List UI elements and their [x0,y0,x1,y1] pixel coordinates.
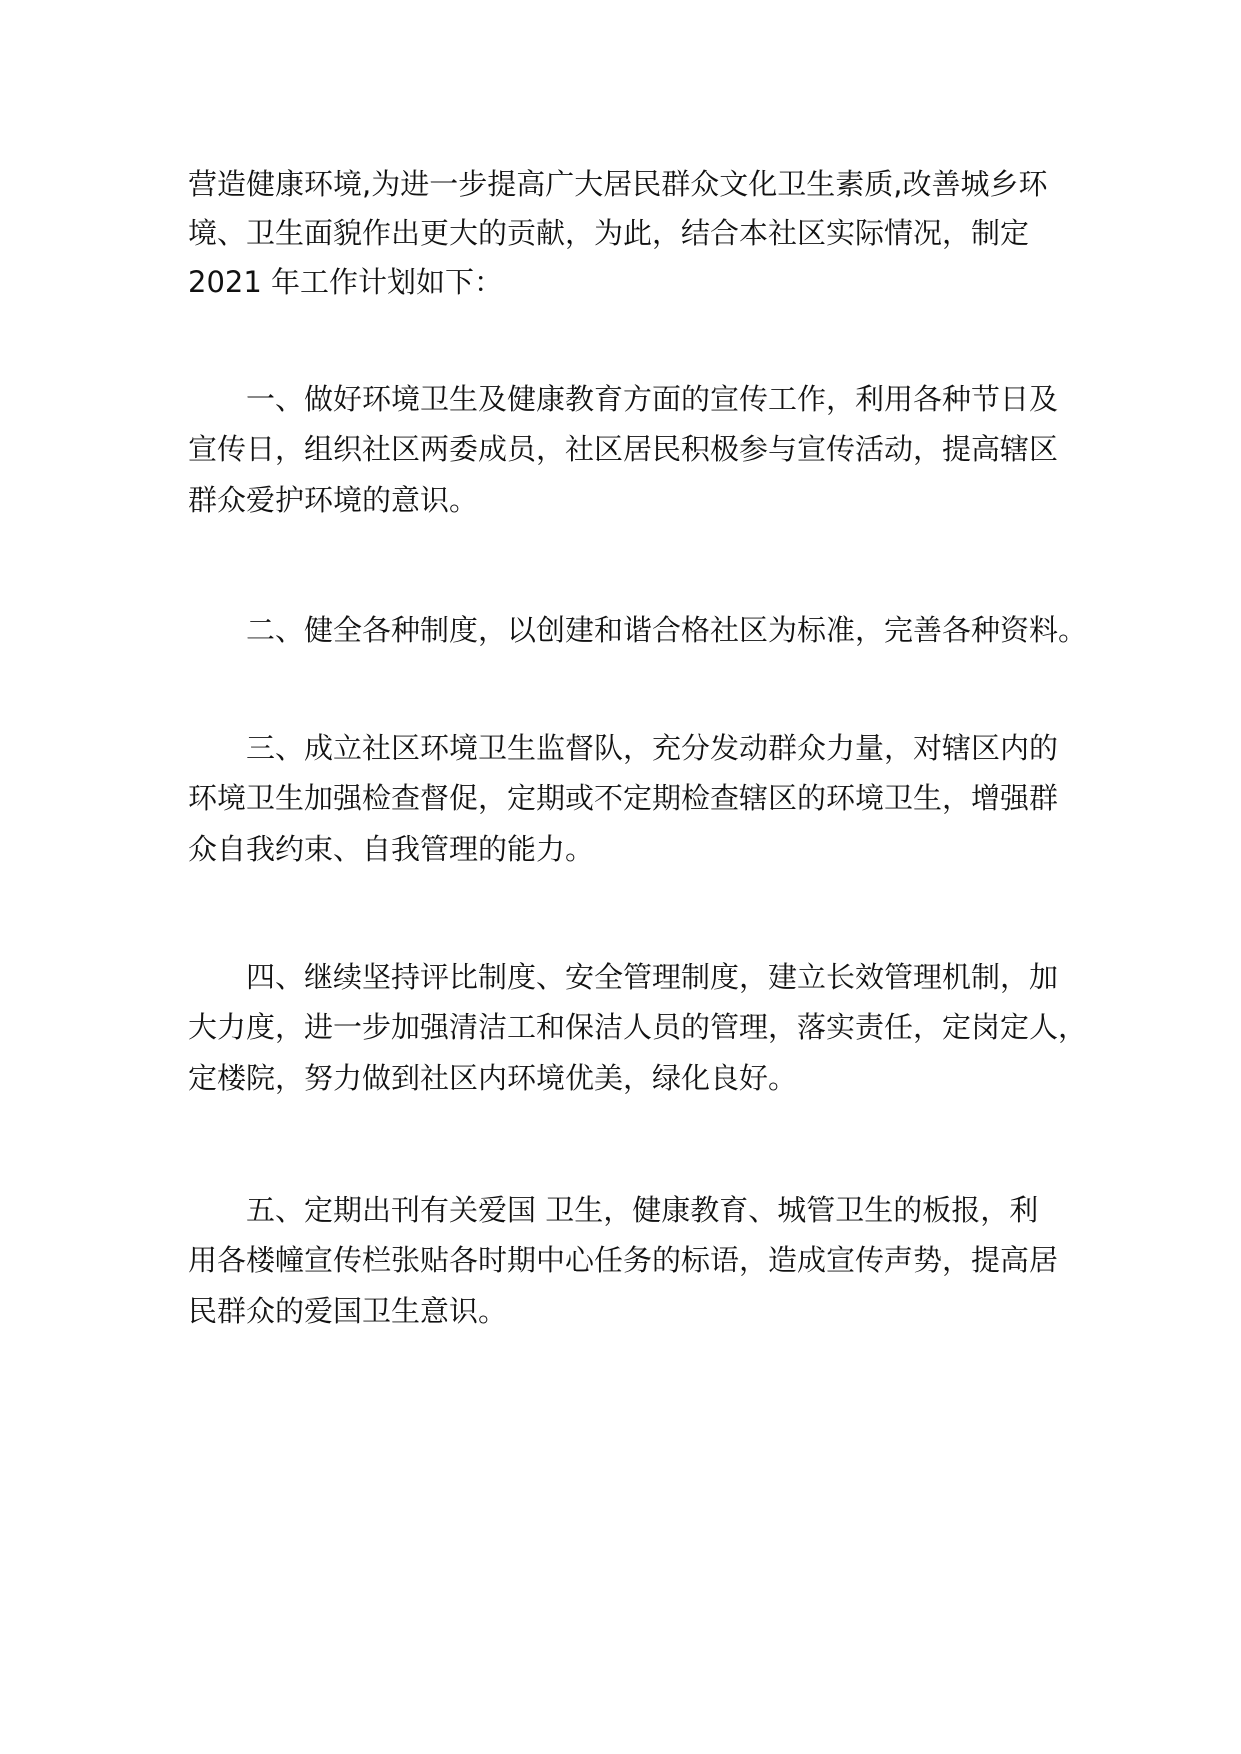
item2-line-1: 二、健全各种制度，以创建和谐合格社区为标准，完善各种资料。 [246,613,1088,647]
item5-line-3: 民群众的爱国卫生意识。 [188,1294,508,1328]
item3-line-2: 环境卫生加强检查督促，定期或不定期检查辖区的环境卫生，增强群 [188,781,1059,815]
item3-line-1: 三、成立社区环境卫生监督队，充分发动群众力量，对辖区内的 [246,731,1059,765]
intro-line-2: 境、卫生面貌作出更大的贡献，为此，结合本社区实际情况，制定 [188,216,1030,250]
item1-line-3: 群众爱护环境的意识。 [188,483,479,517]
item4-line-2: 大力度，进一步加强清洁工和保洁人员的管理，落实责任，定岗定人， [188,1010,1088,1044]
item5-line-2: 用各楼幢宣传栏张贴各时期中心任务的标语，造成宣传声势，提高居 [188,1243,1059,1277]
item3-line-3: 众自我约束、自我管理的能力。 [188,832,595,866]
item4-line-1: 四、继续坚持评比制度、安全管理制度，建立长效管理机制，加 [246,960,1059,994]
item1-line-1: 一、做好环境卫生及健康教育方面的宣传工作，利用各种节日及 [246,382,1059,416]
intro-line-1: 营造健康环境,为进一步提高广大居民群众文化卫生素质,改善城乡环 [188,167,1048,201]
item1-line-2: 宣传日，组织社区两委成员，社区居民积极参与宣传活动，提高辖区 [188,432,1059,466]
intro-line-3: 2021 年工作计划如下： [188,265,504,299]
item5-line-1: 五、定期出刊有关爱国 卫生，健康教育、城管卫生的板报，利 [246,1193,1039,1227]
item4-line-3: 定楼院，努力做到社区内环境优美，绿化良好。 [188,1061,798,1095]
